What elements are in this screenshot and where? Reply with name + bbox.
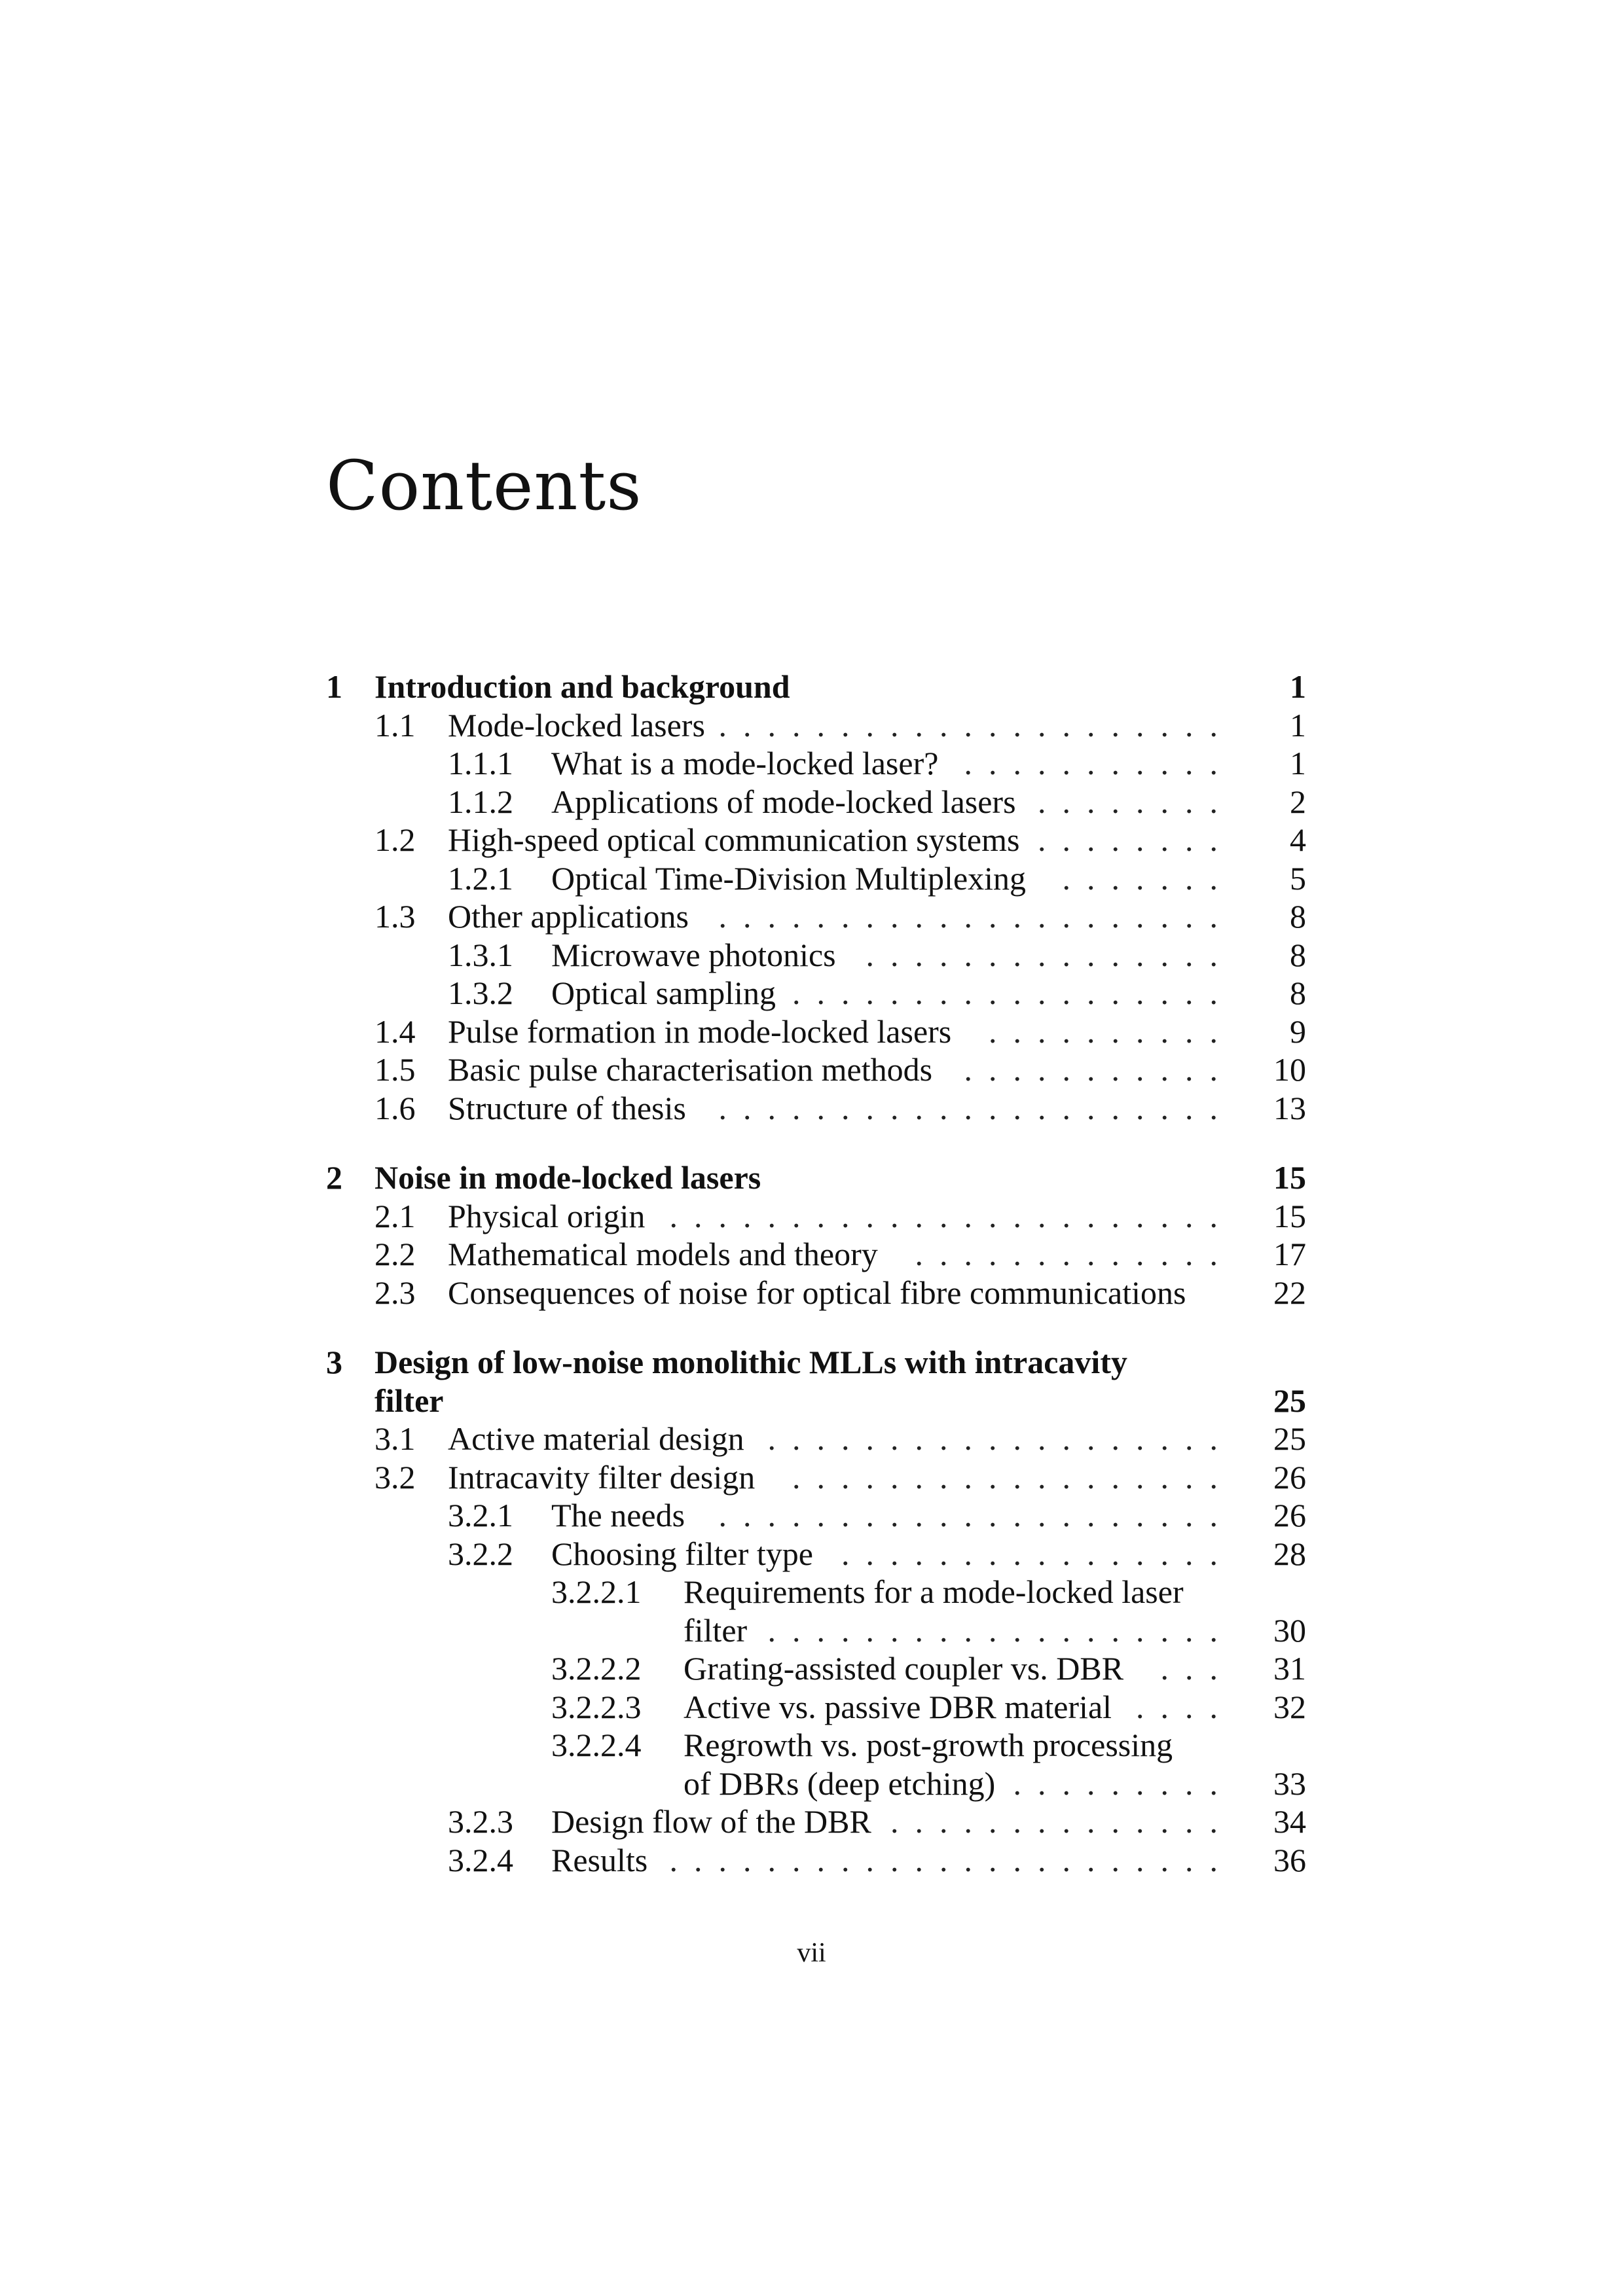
- toc-entry-page: 1: [1290, 745, 1306, 781]
- toc-entry[interactable]: [326, 1197, 1306, 1236]
- toc-entry[interactable]: [326, 1803, 1306, 1841]
- toc-leader-dots: ...............: [866, 936, 1234, 973]
- toc-entry-number: 1: [326, 668, 342, 705]
- toc-entry[interactable]: [326, 1688, 1306, 1727]
- toc-entry[interactable]: [326, 1274, 1306, 1312]
- toc-leader-dots: ..........: [989, 1013, 1234, 1050]
- toc-entry-number: 1.1.2: [448, 783, 513, 820]
- toc-entry[interactable]: [326, 1013, 1306, 1051]
- toc-leader-dots: ........: [1038, 783, 1234, 820]
- toc-entry-page: 15: [1273, 1159, 1306, 1196]
- toc-leader-dots: .......................: [669, 1197, 1234, 1234]
- toc-entry-title: Intracavity filter design: [448, 1458, 756, 1496]
- toc-entry[interactable]: [326, 1649, 1306, 1688]
- toc-entry-page: 4: [1290, 821, 1306, 858]
- toc-entry-page: 5: [1290, 859, 1306, 897]
- toc-entry[interactable]: [326, 1535, 1306, 1573]
- toc-entry-page: 26: [1273, 1497, 1306, 1534]
- toc-leader-dots: ....: [1136, 1688, 1234, 1725]
- toc-entry-number: 1.6: [374, 1089, 416, 1126]
- toc-entry-title: of DBRs (deep etching): [684, 1765, 996, 1802]
- toc-entry-page: 30: [1273, 1611, 1306, 1649]
- toc-leader-dots: ..............: [890, 1803, 1234, 1840]
- toc-entry[interactable]: [326, 1841, 1306, 1880]
- toc-entry-page: 13: [1273, 1089, 1306, 1126]
- toc-entry-title: Physical origin: [448, 1197, 646, 1234]
- toc-entry-number: 1.3: [374, 898, 416, 935]
- toc-entry-page: 34: [1273, 1803, 1306, 1840]
- toc-chapter-entry[interactable]: [326, 1343, 1306, 1382]
- toc-entry-number: 1.5: [374, 1051, 416, 1088]
- toc-entry-number: 1.4: [374, 1013, 416, 1050]
- toc-entry-page: 28: [1273, 1535, 1306, 1572]
- toc-leader-dots: ...: [1160, 1650, 1234, 1687]
- toc-entry-number: 1.2: [374, 821, 416, 858]
- toc-entry-number: 1.3.2: [448, 975, 513, 1011]
- toc-entry-number: 3.2.2: [448, 1535, 513, 1572]
- toc-entry-number: 3.2.4: [448, 1841, 513, 1878]
- toc-chapter-entry[interactable]: [326, 668, 1306, 706]
- toc-entry-title: Introduction and background: [374, 668, 790, 705]
- toc-leader-dots: ........: [1038, 821, 1234, 858]
- toc-leader-dots: .....................: [718, 1497, 1234, 1534]
- toc-entry-title: Other applications: [448, 898, 689, 935]
- toc-leader-dots: ...................: [767, 1611, 1234, 1649]
- toc-entry-number: 2.1: [374, 1197, 416, 1234]
- toc-chapter-entry[interactable]: [326, 1158, 1306, 1197]
- toc-entry-page: 22: [1273, 1274, 1306, 1311]
- toc-entry[interactable]: [326, 974, 1306, 1013]
- toc-entry-page: 8: [1290, 898, 1306, 935]
- toc-entry-number: 1.1.1: [448, 745, 513, 781]
- toc-entry-title: Optical sampling: [551, 975, 776, 1011]
- toc-leader-dots: .......: [1062, 859, 1234, 897]
- toc-entry-page: 32: [1273, 1688, 1306, 1725]
- toc-leader-dots: ................: [841, 1535, 1234, 1572]
- toc-entry-page: 15: [1273, 1197, 1306, 1234]
- toc-leader-dots: ..................: [792, 1458, 1234, 1496]
- toc-entry-title: The needs: [551, 1497, 685, 1534]
- toc-entry[interactable]: [326, 1573, 1306, 1611]
- toc-entry[interactable]: [326, 1235, 1306, 1274]
- toc-chapter-entry[interactable]: [326, 1382, 1306, 1420]
- toc-entry-number: 3.2.2.3: [551, 1688, 642, 1725]
- toc-entry-title: Optical Time-Division Multiplexing: [551, 859, 1027, 897]
- table-of-contents: [326, 668, 1306, 1879]
- toc-entry-page: 33: [1273, 1765, 1306, 1802]
- toc-entry-number: 3.2: [374, 1458, 416, 1496]
- toc-entry-title: Microwave photonics: [551, 936, 836, 973]
- toc-entry-page: 25: [1273, 1420, 1306, 1457]
- toc-leader-dots: .....................: [718, 898, 1234, 935]
- toc-entry-number: 3: [326, 1344, 342, 1380]
- toc-entry[interactable]: [326, 706, 1306, 745]
- toc-entry-title: Active material design: [448, 1420, 744, 1457]
- toc-entry-number: 3.2.2.2: [551, 1650, 642, 1687]
- toc-entry-title: Design of low-noise monolithic MLLs with intracavity: [374, 1344, 1127, 1380]
- toc-entry-page: 36: [1273, 1841, 1306, 1878]
- toc-entry[interactable]: [326, 1611, 1306, 1650]
- toc-leader-dots: ...........: [964, 1051, 1234, 1088]
- toc-entry[interactable]: [326, 1765, 1306, 1803]
- toc-entry-title: Consequences of noise for optical fibre communications: [448, 1274, 1186, 1311]
- toc-entry-title: Results: [551, 1841, 648, 1878]
- toc-leader-dots: ...........: [964, 745, 1234, 781]
- toc-entry-number: 3.1: [374, 1420, 416, 1457]
- toc-leader-dots: .......................: [669, 1841, 1234, 1878]
- toc-entry-number: 2.3: [374, 1274, 416, 1311]
- toc-entry-page: 10: [1273, 1051, 1306, 1088]
- toc-entry-title: Applications of mode-locked lasers: [551, 783, 1016, 820]
- toc-entry[interactable]: [326, 1458, 1306, 1497]
- toc-entry-number: 1.3.1: [448, 936, 513, 973]
- toc-entry-number: 1.1: [374, 706, 416, 744]
- toc-entry[interactable]: [326, 1496, 1306, 1535]
- page-title: Contents: [326, 446, 642, 526]
- toc-entry[interactable]: [326, 936, 1306, 975]
- toc-leader-dots: ..................: [792, 975, 1234, 1011]
- toc-entry-title: Noise in mode-locked lasers: [374, 1159, 761, 1196]
- toc-entry-title: Basic pulse characterisation methods: [448, 1051, 933, 1088]
- toc-entry-number: 2: [326, 1159, 342, 1196]
- toc-entry-number: 3.2.2.1: [551, 1573, 642, 1610]
- toc-entry-number: 1.2.1: [448, 859, 513, 897]
- toc-entry[interactable]: [326, 1050, 1306, 1089]
- toc-leader-dots: .............: [915, 1236, 1234, 1272]
- toc-entry-page: 31: [1273, 1650, 1306, 1687]
- toc-entry[interactable]: [326, 744, 1306, 783]
- toc-entry[interactable]: [326, 1726, 1306, 1765]
- page-number-footer: vii: [797, 1938, 826, 1968]
- toc-entry-title: filter: [374, 1382, 444, 1419]
- toc-entry-page: 1: [1290, 706, 1306, 744]
- toc-entry-title: Mode-locked lasers: [448, 706, 705, 744]
- toc-entry[interactable]: [326, 783, 1306, 821]
- toc-entry-page: 2: [1290, 783, 1306, 820]
- toc-entry-title: Structure of thesis: [448, 1089, 686, 1126]
- toc-leader-dots: .........: [1013, 1765, 1234, 1802]
- toc-entry-page: 1: [1290, 668, 1306, 705]
- toc-entry-page: 17: [1273, 1236, 1306, 1272]
- toc-leader-dots: .....................: [718, 706, 1234, 744]
- toc-entry-page: 25: [1273, 1382, 1306, 1419]
- toc-entry-title: Mathematical models and theory: [448, 1236, 878, 1272]
- toc-leader-dots: .....................: [718, 1089, 1234, 1126]
- toc-entry-number: 2.2: [374, 1236, 416, 1272]
- toc-leader-dots: ...................: [767, 1420, 1234, 1457]
- toc-entry-number: 3.2.1: [448, 1497, 513, 1534]
- toc-entry[interactable]: [326, 1089, 1306, 1128]
- toc-entry[interactable]: [326, 821, 1306, 859]
- toc-entry-page: 26: [1273, 1458, 1306, 1496]
- toc-entry-title: Grating-assisted coupler vs. DBR: [684, 1650, 1124, 1687]
- toc-entry[interactable]: [326, 859, 1306, 898]
- toc-entry-page: 8: [1290, 936, 1306, 973]
- toc-entry[interactable]: [326, 1420, 1306, 1458]
- toc-entry-title: Design flow of the DBR: [551, 1803, 871, 1840]
- toc-entry-title: Choosing filter type: [551, 1535, 813, 1572]
- toc-entry-title: Active vs. passive DBR material: [684, 1688, 1112, 1725]
- toc-entry[interactable]: [326, 897, 1306, 936]
- toc-entry-title: Regrowth vs. post-growth processing: [684, 1727, 1173, 1763]
- toc-entry-number: 3.2.2.4: [551, 1727, 642, 1763]
- toc-entry-title: Pulse formation in mode-locked lasers: [448, 1013, 952, 1050]
- toc-entry-page: 9: [1290, 1013, 1306, 1050]
- toc-entry-number: 3.2.3: [448, 1803, 513, 1840]
- toc-entry-title: What is a mode-locked laser?: [551, 745, 939, 781]
- toc-entry-title: Requirements for a mode-locked laser: [684, 1573, 1184, 1610]
- toc-entry-title: High-speed optical communication systems: [448, 821, 1020, 858]
- toc-entry-title: filter: [684, 1611, 748, 1649]
- toc-entry-page: 8: [1290, 975, 1306, 1011]
